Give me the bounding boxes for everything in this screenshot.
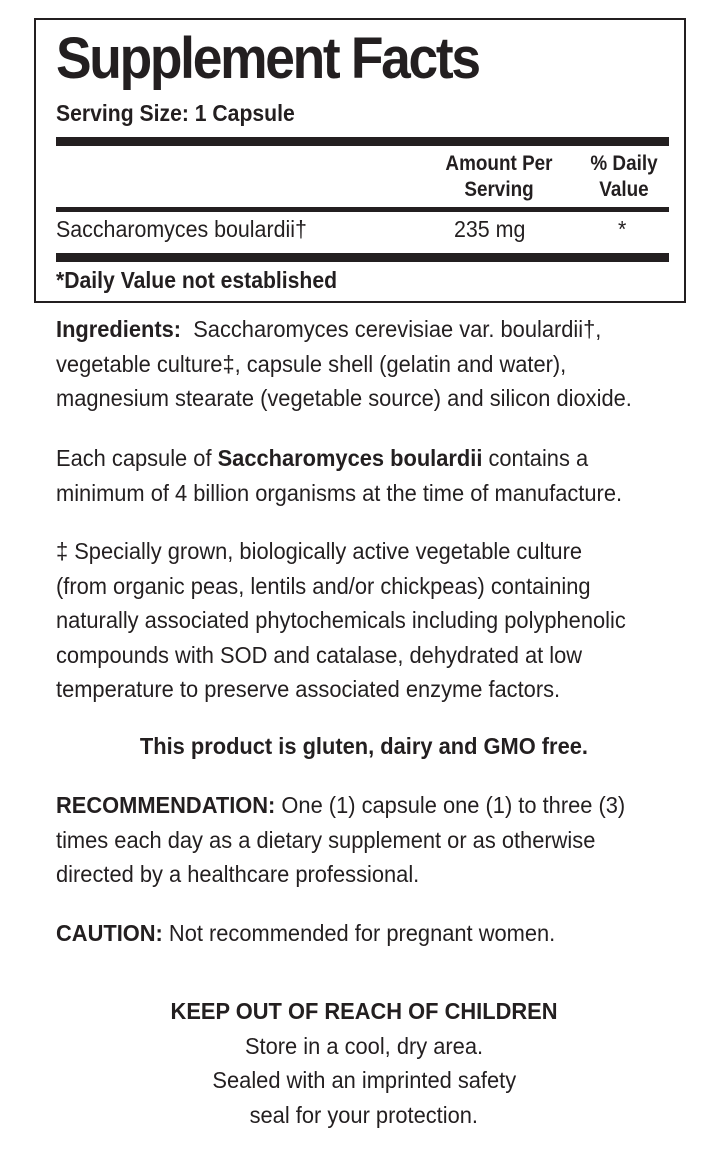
keep-out-heading: KEEP OUT OF REACH OF CHILDREN: [170, 998, 558, 1024]
divider-thick-bottom: [56, 253, 669, 262]
each-capsule-paragraph: [56, 441, 688, 510]
ingredients-paragraph: [56, 312, 688, 416]
culture-note-line4: compounds with SOD and catalase, dehydrated at low: [56, 641, 583, 668]
supplement-facts-panel: [34, 18, 686, 303]
divider-header: [56, 207, 669, 212]
facts-title: Supplement Facts: [56, 26, 479, 91]
culture-note-line3: naturally associated phytochemicals including polyphenolic: [56, 607, 626, 633]
each-capsule-bold: Saccharomyces boulardii: [217, 445, 483, 471]
amount-header-line2: Serving: [464, 178, 534, 201]
free-statement: [0, 729, 728, 764]
caution-paragraph: [56, 916, 688, 951]
amount-header-line1: Amount Per: [445, 152, 553, 175]
recommendation-label: RECOMMENDATION:: [56, 792, 276, 818]
nutrient-daily-value: *: [618, 216, 627, 242]
each-capsule-line2: minimum of 4 billion organisms at the time of manufacture.: [56, 479, 623, 506]
nutrient-amount: 235 mg: [454, 216, 526, 242]
ingredients-label: Ingredients:: [56, 316, 182, 342]
ingredients-line3: magnesium stearate (vegetable source) and silicon dioxide.: [56, 385, 632, 411]
serving-size: Serving Size: 1 Capsule: [56, 100, 295, 126]
caution-text: Not recommended for pregnant women.: [168, 920, 556, 946]
dv-header-line2: Value: [599, 178, 649, 201]
storage-block: [0, 994, 728, 1132]
recommendation-line3: directed by a healthcare professional.: [56, 861, 420, 887]
culture-note-line5: temperature to preserve associated enzyme factors.: [56, 676, 561, 702]
recommendation-paragraph: [56, 788, 688, 892]
storage-line1: Store in a cool, dry area.: [244, 1032, 484, 1059]
ingredients-line1: Saccharomyces cerevisiae var. boulardii†,: [193, 316, 602, 342]
amount-per-serving-header: [441, 151, 558, 203]
daily-value-header: [579, 151, 669, 203]
culture-note-line2: (from organic peas, lentils and/or chickpeas) containing: [56, 572, 591, 599]
daily-value-footnote: *Daily Value not established: [56, 267, 338, 293]
culture-note-paragraph: [56, 534, 688, 707]
nutrient-name: Saccharomyces boulardii†: [56, 216, 307, 242]
storage-line3: seal for your protection.: [249, 1101, 479, 1128]
caution-label: CAUTION:: [56, 920, 163, 946]
recommendation-line2: times each day as a dietary supplement or as otherwise: [56, 826, 596, 853]
dv-header-line1: % Daily: [590, 152, 658, 175]
each-capsule-pre: Each capsule of: [56, 445, 212, 471]
recommendation-line1: One (1) capsule one (1) to three (3): [281, 792, 626, 818]
storage-line2: Sealed with an imprinted safety: [212, 1067, 516, 1093]
free-statement-text: This product is gluten, dairy and GMO free.: [139, 733, 589, 759]
divider-thick-top: [56, 137, 669, 146]
culture-note-line1: ‡ Specially grown, biologically active vegetable culture: [56, 538, 583, 564]
ingredients-line2: vegetable culture‡, capsule shell (gelatin and water),: [56, 350, 567, 377]
each-capsule-post: contains a: [488, 445, 589, 471]
